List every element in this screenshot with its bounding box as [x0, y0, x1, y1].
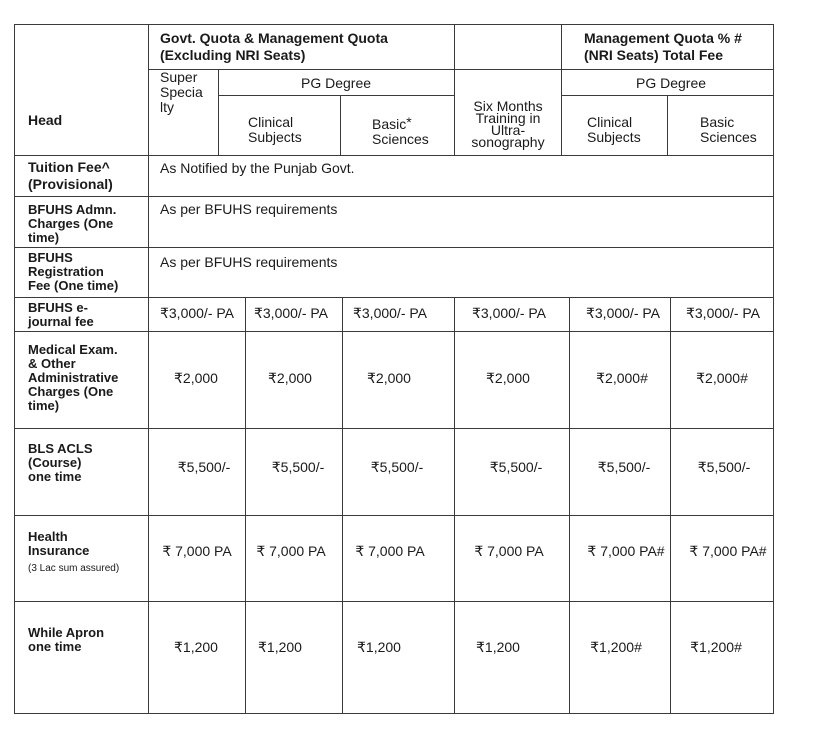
basic-sciences-header-left: [372, 115, 429, 147]
basic-label: Basic: [372, 116, 407, 132]
row-head-health-insurance: Health Insurance: [28, 529, 90, 558]
row-head-bfuhs-registration: BFUHS Registration Fee (One time): [28, 250, 119, 293]
row-head-tuition-fee: [28, 159, 113, 193]
table-cell: ₹3,000/- PA: [159, 305, 235, 321]
row-head-bls-acls: BLS ACLS (Course) one time: [28, 441, 93, 484]
grid-line: [218, 95, 454, 96]
row-head-bfuhs-admn: BFUHS Admn. Charges (One time): [28, 202, 117, 245]
table-cell: ₹2,000#: [696, 370, 748, 386]
grid-line: [14, 515, 774, 516]
table-cell: ₹2,000: [367, 370, 411, 386]
table-cell: ₹1,200: [357, 639, 401, 655]
grid-line: [561, 24, 562, 156]
row-head-medical-exam: Medical Exam. & Other Administrative Charges (One time): [28, 342, 119, 413]
grid-line: [218, 69, 219, 156]
grid-line: [342, 297, 343, 714]
table-border-right: [773, 24, 774, 714]
clinical-subjects-header-left: Clinical Subjects: [248, 114, 302, 145]
table-cell: ₹3,000/- PA: [685, 305, 761, 321]
nri-quota-header: Management Quota % # (NRI Seats) Total Fee: [584, 30, 742, 63]
table-cell: ₹5,500/-: [697, 459, 751, 475]
pg-degree-header-left: PG Degree: [300, 75, 372, 91]
grid-line: [670, 297, 671, 714]
grid-line: [245, 297, 246, 714]
provisional-label: (Provisional): [28, 176, 113, 192]
table-cell: ₹5,500/-: [177, 459, 231, 475]
health-insurance-note: (3 Lac sum assured): [28, 563, 120, 574]
table-cell: ₹ 7,000 PA#: [587, 543, 665, 559]
table-cell: ₹3,000/- PA: [585, 305, 661, 321]
table-cell: ₹1,200: [476, 639, 520, 655]
table-cell: ₹3,000/- PA: [352, 305, 428, 321]
table-border-left: [14, 24, 15, 714]
table-cell: ₹5,500/-: [597, 459, 651, 475]
pg-degree-header-right: PG Degree: [635, 75, 707, 91]
table-border-top: [14, 24, 774, 25]
six-months-ultrasonography-header: Six Months Training in Ultra- sonography: [471, 98, 545, 150]
table-cell: ₹5,500/-: [489, 459, 543, 475]
grid-line: [148, 69, 774, 70]
table-cell: ₹5,500/-: [370, 459, 424, 475]
table-cell: ₹2,000: [486, 370, 530, 386]
table-cell: ₹3,000/- PA: [253, 305, 329, 321]
row-head-while-apron: While Apron one time: [28, 625, 105, 654]
table-cell: ₹1,200: [174, 639, 218, 655]
tuition-fee-label: Tuition Fee: [28, 159, 102, 175]
table-cell: ₹1,200: [258, 639, 302, 655]
clinical-subjects-header-right: Clinical Subjects: [587, 114, 641, 145]
grid-line: [148, 24, 149, 714]
grid-line: [14, 247, 774, 248]
bfuhs-registration-value: As per BFUHS requirements: [160, 254, 338, 270]
table-cell: ₹2,000: [174, 370, 218, 386]
grid-line: [340, 95, 341, 156]
tuition-fee-value: As Notified by the Punjab Govt.: [160, 160, 355, 176]
super-speciality-header: Super Specia lty: [160, 69, 203, 115]
caret-mark: ^: [101, 159, 110, 175]
table-cell: ₹ 7,000 PA: [474, 543, 544, 559]
grid-line: [14, 428, 774, 429]
grid-line: [454, 297, 455, 714]
table-cell: ₹ 7,000 PA#: [689, 543, 767, 559]
table-border-bottom: [14, 713, 774, 714]
grid-line: [569, 297, 570, 714]
table-cell: ₹ 7,000 PA: [355, 543, 425, 559]
table-cell: ₹2,000#: [596, 370, 648, 386]
table-cell: ₹ 7,000 PA: [162, 543, 232, 559]
basic-sciences-header-right: Basic Sciences: [700, 114, 757, 145]
asterisk-mark: *: [406, 114, 412, 130]
govt-quota-header: Govt. Quota & Management Quota (Excluding NRI Seats): [160, 30, 388, 63]
grid-line: [14, 297, 774, 298]
table-cell: ₹5,500/-: [271, 459, 325, 475]
sciences-label: Sciences: [372, 131, 429, 147]
grid-line: [14, 155, 774, 156]
grid-line: [14, 601, 774, 602]
grid-line: [454, 24, 455, 156]
grid-line: [14, 331, 774, 332]
head-column-header: Head: [28, 112, 63, 128]
table-cell: ₹1,200#: [690, 639, 742, 655]
grid-line: [14, 196, 774, 197]
table-cell: ₹1,200#: [590, 639, 642, 655]
table-cell: ₹ 7,000 PA: [256, 543, 326, 559]
table-cell: ₹3,000/- PA: [471, 305, 547, 321]
table-cell: ₹2,000: [268, 370, 312, 386]
grid-line: [667, 95, 668, 156]
row-head-ejournal: BFUHS e- journal fee: [28, 300, 94, 329]
bfuhs-admn-value: As per BFUHS requirements: [160, 201, 338, 217]
